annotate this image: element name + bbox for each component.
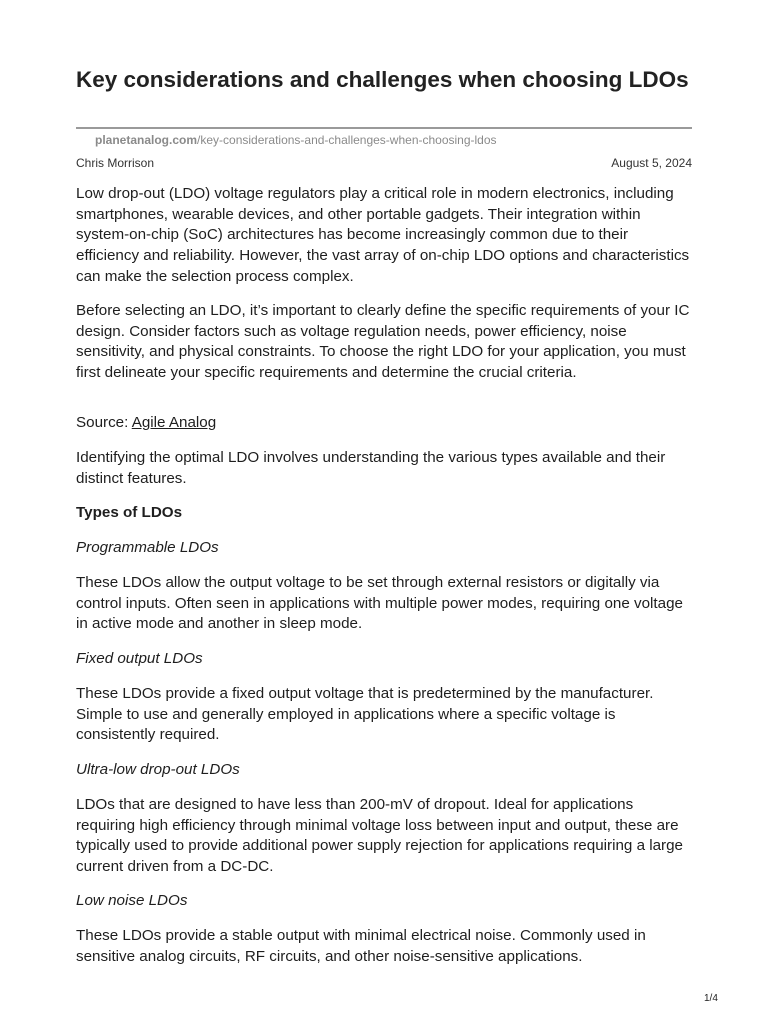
paragraph-requirements: Before selecting an LDO, it’s important to clearly define the specific requirements of your IC design. Consider factors such as voltage regulation needs, power efficiency, noise sensitivity, and physical constraints. To choose the right LDO for your application, you must first delineate your specific requirements and determine the crucial criteria. bbox=[76, 302, 690, 382]
article-title: Key considerations and challenges when choosing LDOs bbox=[76, 67, 689, 92]
paragraph-ultralow: LDOs that are designed to have less than 200-mV of dropout. Ideal for applications requiring high efficiency through minimal voltage loss between input and output, these are typically used to provide additional power supply rejection for applications requiring a large current driven from a DC-DC. bbox=[76, 796, 684, 876]
subheading-ultralow: Ultra-low drop-out LDOs bbox=[76, 761, 240, 778]
paragraph-identifying: Identifying the optimal LDO involves understanding the various types available and their distinct features. bbox=[76, 449, 666, 487]
paragraph-programmable: These LDOs allow the output voltage to be set through external resistors or digitally via control inputs. Often seen in applications with multiple power modes, requiring one voltage in active mode and another in sleep mode. bbox=[76, 574, 683, 633]
image-source-caption bbox=[76, 413, 692, 434]
page-number: 1/4 bbox=[704, 993, 718, 1004]
agile-analog-link[interactable]: Agile Analog bbox=[131, 414, 217, 431]
subheading-fixed: Fixed output LDOs bbox=[76, 650, 203, 667]
section-heading-types: Types of LDOs bbox=[76, 504, 183, 521]
source-path: /key-considerations-and-challenges-when-choosing-ldos bbox=[197, 133, 497, 147]
author-name: Chris Morrison bbox=[76, 156, 155, 170]
subheading-programmable: Programmable LDOs bbox=[76, 539, 219, 556]
source-url[interactable] bbox=[95, 133, 497, 147]
source-domain: planetanalog.com bbox=[95, 133, 198, 147]
paragraph-fixed: These LDOs provide a fixed output voltage that is predetermined by the manufacturer. Simple to use and generally employed in applications where a specific voltage is consistently required. bbox=[76, 685, 654, 744]
subheading-lownoise: Low noise LDOs bbox=[76, 892, 188, 909]
title-divider bbox=[76, 127, 692, 129]
paragraph-intro: Low drop-out (LDO) voltage regulators play a critical role in modern electronics, including smartphones, wearable devices, and other portable gadgets. Their integration within system-on-chip (SoC) architectures has become increasingly common due to their efficiency and reliability. However, the vast array of on-chip LDO options and characteristics can make the selection process complex. bbox=[76, 185, 690, 285]
publish-date: August 5, 2024 bbox=[611, 156, 692, 170]
source-prefix: Source: bbox=[76, 414, 132, 431]
paragraph-lownoise: These LDOs provide a stable output with minimal electrical noise. Commonly used in sensitive analog circuits, RF circuits, and other noise-sensitive applications. bbox=[76, 927, 646, 965]
